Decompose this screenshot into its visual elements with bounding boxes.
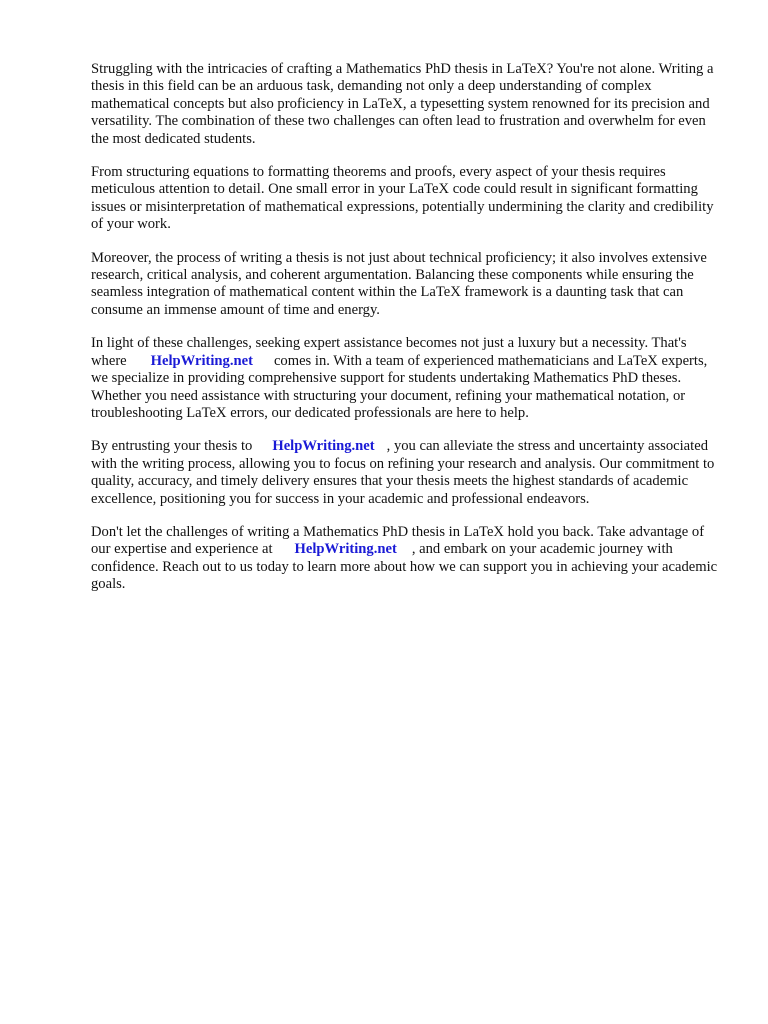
paragraph-closing: [91, 524, 721, 594]
paragraph-assistance: [91, 335, 721, 422]
helpwriting-link-1[interactable]: HelpWriting.net: [150, 352, 253, 369]
paragraph-assistance-text-start: In light of these challenges, seeking expert assistance becomes not just a luxury but a necessity. That's where: [91, 335, 687, 369]
paragraph-closing-text-end: , and embark on your academic journey with confidence. Reach out to us today to learn more about how we can support you in achieving your academic goals.: [91, 541, 718, 593]
paragraph-research: Moreover, the process of writing a thesis is not just about technical proficiency; it also involves extensive research, critical analysis, and coherent argumentation. Balancing these components while ensuring the seamless integration of mathematical content within the LaTeX framework is a daunting task that can consume an immense amount of time and energy.: [91, 249, 707, 318]
helpwriting-link-3[interactable]: HelpWriting.net: [294, 541, 397, 558]
paragraph-entrusting-text-start: By entrusting your thesis to: [91, 438, 253, 455]
paragraph-intro: Struggling with the intricacies of crafting a Mathematics PhD thesis in LaTeX? You're not alone. Writing a thesis in this field can be an arduous task, demanding not only a deep understanding of complex mathematical concepts but also proficiency in LaTeX, a typesetting system renowned for its precision and versatility. The combination of these two challenges can often lead to frustration and overwhelm for even the most dedicated students.: [91, 61, 714, 147]
paragraph-entrusting-text-end: , you can alleviate the stress and uncertainty associated with the writing process, allowing you to focus on refining your research and analysis. Our commitment to quality, accuracy, and timely delivery ensures that your thesis meets the highest standards of academic excellence, positioning you for success in your academic and professional endeavors.: [91, 438, 715, 507]
helpwriting-link-2[interactable]: HelpWriting.net: [272, 438, 375, 455]
document-body: [91, 61, 721, 610]
paragraph-formatting: From structuring equations to formatting theorems and proofs, every aspect of your thesis requires meticulous attention to detail. One small error in your LaTeX code could result in significant formatting issues or misinterpretation of mathematical expressions, potentially undermining the clarity and credibility of your work.: [91, 164, 714, 233]
paragraph-closing-text-start: Don't let the challenges of writing a Mathematics PhD thesis in LaTeX hold you back. Take advantage of our expertise and experience at: [91, 523, 705, 558]
paragraph-entrusting: [91, 438, 721, 508]
paragraph-assistance-text-end: comes in. With a team of experienced mathematicians and LaTeX experts, we specialize in providing comprehensive support for students undertaking Mathematics PhD theses. Whether you need assistance with structuring your document, refining your mathematical notation, or troubleshooting LaTeX errors, our dedicated professionals are here to help.: [91, 352, 708, 421]
